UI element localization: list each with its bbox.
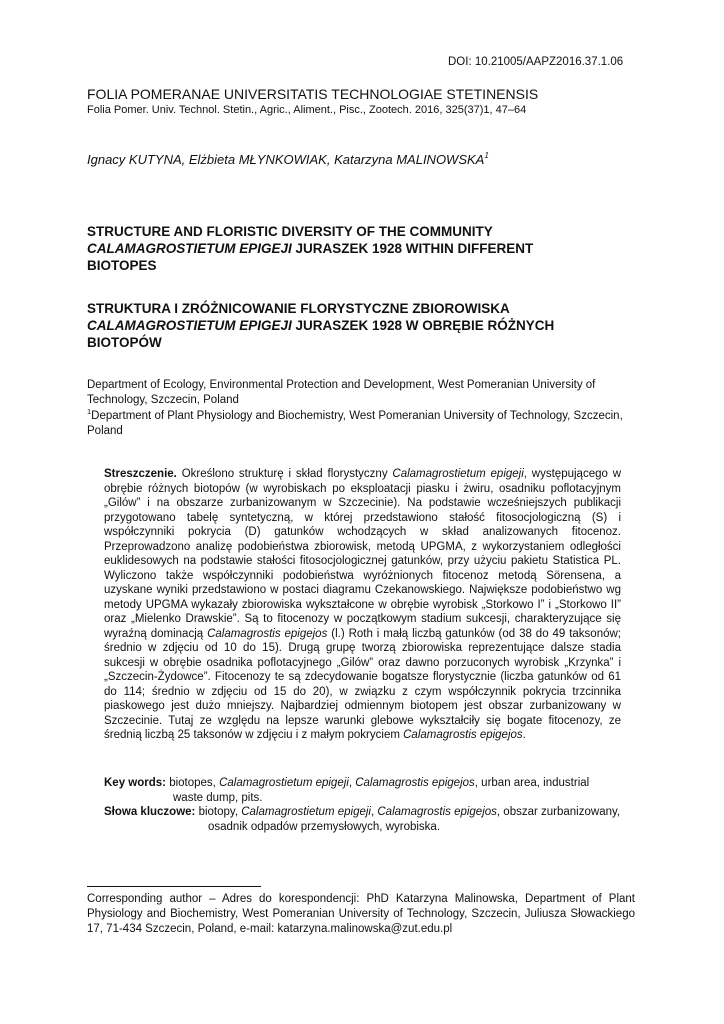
doi: DOI: 10.21005/AAPZ2016.37.1.06	[448, 56, 624, 68]
abstract	[104, 467, 621, 743]
keywords-en-taxon-1: Calamagrostietum epigeji	[219, 777, 349, 789]
title-polish	[87, 300, 647, 351]
affiliation-2	[87, 405, 647, 438]
keywords-pl-text-3: , obszar zurbanizowany,	[496, 806, 621, 818]
abstract-taxon-2: Calamagrostis epigejos	[207, 627, 328, 640]
keywords-en-taxon-2: Calamagrostis epigejos	[355, 777, 475, 789]
keywords-pl-line2: osadnik odpadów przemysłowych, wyrobiska.	[208, 820, 441, 833]
title-pl-line2-rest: JURASZEK 1928 W OBRĘBIE RÓŻNYCH	[291, 318, 555, 333]
correspondence-footnote: Corresponding author – Adres do korespondencji: PhD Katarzyna Malinowska, Department of Plant Physiology and Biochemistry, West Pomeranian University of Technology, Szczecin, Juliusza Słowackiego 17, 71-434 Szczecin, Poland, e-mail: katarzyna.malinowska@zut.edu.pl	[87, 893, 635, 935]
title-en-line3: BIOTOPES	[87, 258, 157, 273]
abstract-text-2: , występującego w obrębie różnych biotopów (w wyrobiskach po eksploatacji piasku i żwiru, osadniku poflotacyjnym „Gilów” i na obszarze zurbanizowanym w Szczecinie). Na podstawie wcześniejszych publikacji przygotowano tabelę syntetyczną, w której przedstawiono stałość fitosocjologiczną (S) i współczynniki pokrycia (D) gatunków wchodzących w skład analizowanych fitocenoz. Przeprowadzono analizę podobieństwa zbiorowisk, metodą UPGMA, z wykorzystaniem odległości euklidesowych na podstawie stałości fitosocjologicznej gatunków, przy użyciu pakietu Statistica PL. Wyliczono także współczynniki podobieństwa wyróżnionych fitocenoz metodą Sörensena, a uzyskane wyniki przedstawiono w postaci diagramu Czekanowskiego. Największe podobieństwo wg metody UPGMA wykazały zbiorowiska wykształcone w obrębie wyrobisk „Storkowo I” i „Storkowo II” oraz „Mielenko Drawskie”. Są to fitocenozy w początkowym stadium sukcesji, charakteryzujące się wyraźną dominacją	[104, 468, 622, 640]
author-names: Ignacy KUTYNA, Elżbieta MŁYNKOWIAK, Katarzyna MALINOWSKA	[87, 152, 485, 167]
keywords-en-text-1: biotopes,	[166, 777, 220, 789]
title-en-line2	[87, 240, 647, 257]
abstract-taxon-3: Calamagrostis epigejos	[403, 729, 523, 741]
title-en-line1: STRUCTURE AND FLORISTIC DIVERSITY OF THE COMMUNITY	[87, 224, 493, 239]
abstract-text-3: (l.) Roth i małą liczbą gatunków (od 38 do 49 taksonów; średnio w zdjęciu od 10 do 15). Drugą grupę tworzą zbiorowiska reprezentujące dalsze stadia sukcesji w obrębie osadnika poflotacyjnego „Gilów” oraz dawno porzuconych wyrobisk „Krzynka” i „Szczecin-Żydowce”. Fitocenozy te są zdecydowanie bogatsze florystycznie (liczba gatunków od 61 do 114; średnio w zdjęciu od 15 do 20), w związku z czym współczynnik pokrycia trzcinnika piaskowego jest dużo mniejszy. Najbardziej odmiennym biotopem jest obszar zurbanizowany w Szczecinie. Tutaj ze względu na lepsze warunki glebowe wykształciły się bogate fitocenozy, ze średnią liczbą 25 taksonów w zdjęciu i z małym pokryciem	[104, 627, 621, 741]
keywords-pl-taxon-1: Calamagrostietum epigeji	[241, 806, 371, 818]
title-en-line2-rest: JURASZEK 1928 WITHIN DIFFERENT	[291, 241, 534, 256]
keywords-en-text-2: ,	[348, 777, 356, 789]
abstract-taxon-1: Calamagrostietum epigeji	[392, 468, 524, 480]
keywords-pl-text-1: biotopy,	[195, 806, 242, 818]
affiliation-2-mark: 1	[87, 407, 92, 416]
keywords-pl-taxon-2: Calamagrostis epigejos	[377, 806, 497, 818]
keywords-en-label: Key words:	[104, 777, 166, 789]
abstract-label: Streszczenie.	[104, 468, 177, 480]
title-pl-line2	[87, 317, 647, 334]
keywords-english	[104, 776, 624, 805]
keywords-polish	[104, 805, 624, 834]
abstract-text-1: Określono strukturę i skład florystyczny	[176, 468, 393, 480]
title-en-taxon: CALAMAGROSTIETUM EPIGEJI	[87, 241, 292, 256]
affiliation-2-text: Department of Plant Physiology and Biochemistry, West Pomeranian University of Technology, Szczecin, Poland	[87, 410, 623, 437]
keywords-pl-text-2: ,	[370, 806, 378, 818]
keywords-en-line2: waste dump, pits.	[173, 791, 263, 804]
affiliation-1: Department of Ecology, Environmental Protection and Development, West Pomeranian University of Technology, Szczecin, Poland	[87, 379, 596, 406]
footnote-divider	[87, 886, 261, 887]
journal-name: FOLIA POMERANAE UNIVERSITATIS TECHNOLOGIAE STETINENSIS	[87, 86, 539, 102]
title-pl-line3: BIOTOPÓW	[87, 335, 162, 350]
journal-reference: Folia Pomer. Univ. Technol. Stetin., Agric., Aliment., Pisc., Zootech. 2016, 325(37)1, 47–64	[87, 104, 527, 116]
title-pl-line1: STRUKTURA I ZRÓŻNICOWANIE FLORYSTYCZNE ZBIOROWISKA	[87, 301, 510, 316]
title-english	[87, 223, 647, 274]
authors	[87, 151, 489, 167]
title-pl-taxon: CALAMAGROSTIETUM EPIGEJI	[87, 318, 292, 333]
keywords-pl-label: Słowa kluczowe:	[104, 806, 196, 818]
abstract-text-4: .	[522, 729, 526, 741]
keywords-en-text-3: , urban area, industrial	[474, 777, 590, 789]
author-affiliation-mark: 1	[484, 151, 489, 160]
